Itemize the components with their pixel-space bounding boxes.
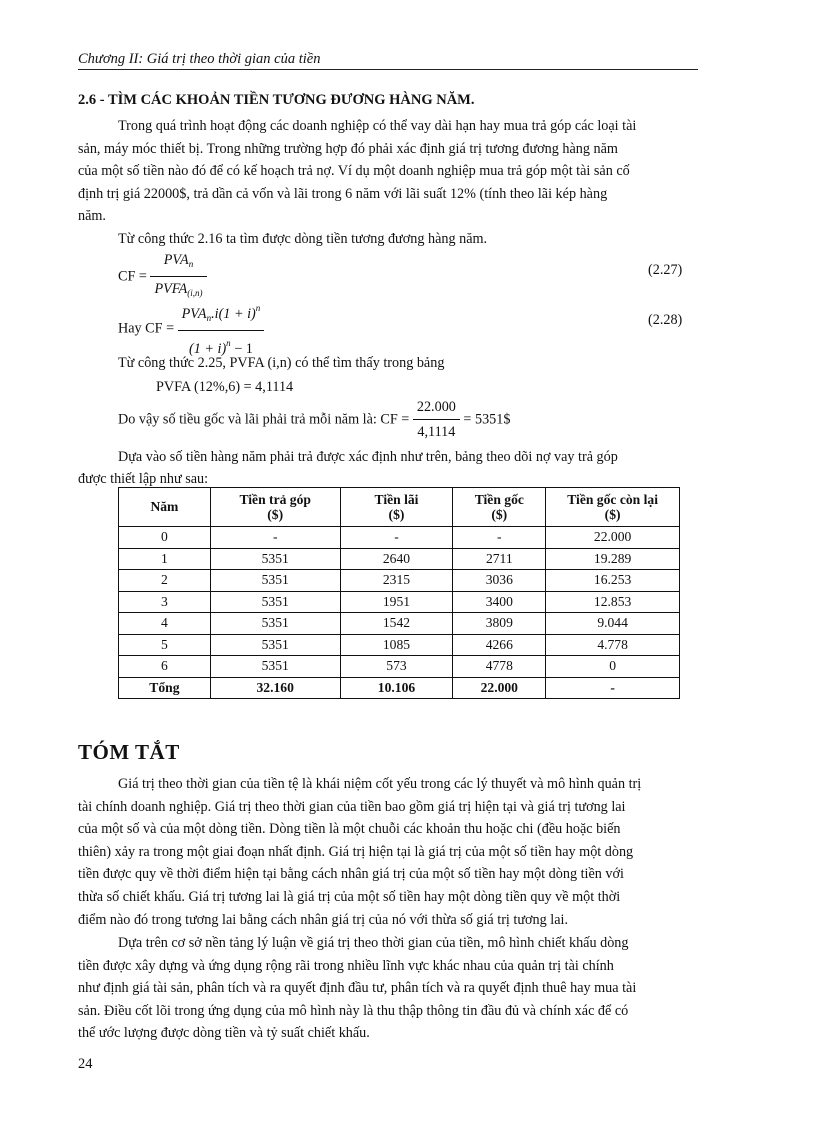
summary-line: tài chính doanh nghiệp. Giá trị theo thời gian của tiền bao gồm giá trị hiện tại và giá trị tương lai [78, 798, 626, 815]
table-cell: 1951 [340, 591, 453, 613]
eq2-num-sub: n [206, 313, 212, 323]
result-suffix: = 5351$ [463, 411, 511, 428]
summary-line: Giá trị theo thời gian của tiền tệ là khái niệm cốt yếu trong các lý thuyết và mô hình quản trị [118, 776, 642, 792]
table-cell: 6 [119, 656, 211, 678]
eq1-num-sub: n [188, 259, 194, 269]
table-cell: 1085 [340, 634, 453, 656]
eq1-numerator: PVA [163, 252, 189, 268]
table-cell: 22.000 [546, 527, 680, 549]
table-cell: 5351 [210, 570, 340, 592]
summary-line: như định giá tài sản, phân tích và ra quyết định đầu tư, phân tích và ra quyết định thuê hay mua tài [78, 980, 637, 997]
intro-paragraph [78, 115, 698, 228]
table-cell: 1 [119, 548, 211, 570]
table-total-row [119, 677, 680, 699]
table-cell: 2711 [453, 548, 546, 570]
table-total-cell: 10.106 [340, 677, 453, 699]
summary-line: sản. Điều cốt lõi trong ứng dụng của mô hình này là thu thập thông tin đầu đủ và chính xác để có [78, 1002, 629, 1019]
from-formula-text: Từ công thức 2.16 ta tìm được dòng tiền tương đương hàng năm. [118, 231, 488, 247]
result-fraction [413, 397, 460, 442]
summary-line: Dựa trên cơ sở nền tảng lý luận về giá trị theo thời gian của tiền, mô hình chiết khấu dòng [118, 935, 629, 951]
loan-schedule-table [118, 487, 680, 699]
table-cell: 3036 [453, 570, 546, 592]
eq2-den-b: − 1 [230, 341, 253, 357]
table-cell: 5351 [210, 634, 340, 656]
table-cell: 4778 [453, 656, 546, 678]
table-cell: 2315 [340, 570, 453, 592]
running-header: Chương II: Giá trị theo thời gian của tiền [78, 50, 698, 70]
eq2-den-sup: n [226, 338, 231, 348]
table-total-cell: 32.160 [210, 677, 340, 699]
summary-line: thiên) xảy ra trong một giai đoạn nhất định. Giá trị hiện tại là giá trị của một số tiền hay một dòng [78, 843, 634, 860]
table-cell: 4.778 [546, 634, 680, 656]
table-total-cell: 22.000 [453, 677, 546, 699]
table-cell: 9.044 [546, 613, 680, 635]
table-cell: 3400 [453, 591, 546, 613]
summary-paragraph-2 [78, 932, 698, 1045]
table-cell: 2 [119, 570, 211, 592]
eq1-den-sub: (i,n) [187, 288, 203, 298]
col-header-remaining: Tiền gốc còn lại ($) [546, 488, 680, 527]
table-cell: 5351 [210, 656, 340, 678]
table-cell: 5351 [210, 591, 340, 613]
eq2-num-b: .i(1 + i) [211, 306, 256, 322]
eq1-lhs: CF = [118, 268, 147, 285]
table-cell: - [453, 527, 546, 549]
table-cell: - [340, 527, 453, 549]
table-row [119, 656, 680, 678]
result-prefix: Do vậy số tiều gốc và lãi phải trả mỗi năm là: CF = [118, 411, 410, 428]
eq2-num-sup: n [255, 303, 261, 313]
table-cell: 573 [340, 656, 453, 678]
page-number: 24 [78, 1056, 93, 1072]
table-total-cell: Tổng [119, 677, 211, 699]
equation-227 [118, 250, 207, 303]
section-heading: 2.6 - TÌM CÁC KHOẢN TIỀN TƯƠNG ĐƯƠNG HÀNG NĂM. [78, 92, 475, 108]
summary-line: thể ước lượng được dòng tiền và tỷ suất chiết khấu. [78, 1025, 370, 1042]
table-intro-line: Dựa vào số tiền hàng năm phải trả được xác định như trên, bảng theo dõi nợ vay trả góp [118, 449, 618, 465]
intro-line: năm. [78, 208, 106, 225]
table-cell: 5351 [210, 548, 340, 570]
summary-title: TÓM TẮT [78, 740, 180, 764]
summary-line: điểm nào đó trong tương lai bằng cách nhân giá trị của nó với thừa số giá trị tương lai. [78, 911, 569, 928]
table-cell: 19.289 [546, 548, 680, 570]
table-intro-paragraph [78, 446, 698, 490]
table-header-row [119, 488, 680, 527]
table-row [119, 527, 680, 549]
intro-line: định trị giá 22000$, trả dần cả vốn và lãi trong 6 năm với lãi suất 12% (tính theo lãi kép hàng [78, 185, 608, 202]
table-intro-line: được thiết lập như sau: [78, 471, 209, 487]
result-numerator: 22.000 [413, 397, 460, 420]
summary-paragraph-1 [78, 773, 698, 931]
eq2-num-a: PVA [181, 306, 207, 322]
table-cell: 16.253 [546, 570, 680, 592]
equation-228 [118, 298, 264, 359]
table-cell: 4266 [453, 634, 546, 656]
from-formula-225-text: Từ công thức 2.25, PVFA (i,n) có thể tìm thấy trong bảng [118, 355, 445, 371]
eq2-den-a: (1 + i) [189, 341, 227, 357]
col-header-principal: Tiền gốc ($) [453, 488, 546, 527]
table-row [119, 548, 680, 570]
equation-number-228: (2.28) [648, 312, 683, 328]
table-cell: 5 [119, 634, 211, 656]
equation-number-227: (2.27) [648, 262, 683, 278]
table-cell: 0 [119, 527, 211, 549]
table-cell: 12.853 [546, 591, 680, 613]
table-row [119, 613, 680, 635]
intro-line: Trong quá trình hoạt động các doanh nghiệp có thể vay dài hạn hay mua trả góp các loại tài [118, 118, 637, 134]
summary-line: thừa số chiết khấu. Giá trị tương lai là giá trị của một số tiền hay một dòng tiền quy về một thời [78, 888, 621, 905]
col-header-interest: Tiền lãi ($) [340, 488, 453, 527]
summary-line: tiền được quy về thời điểm hiện tại bằng cách nhân giá trị của một số tiền hay một dòng tiền với [78, 866, 624, 883]
eq1-denominator: PVFA [154, 281, 188, 297]
table-total-cell: - [546, 677, 680, 699]
table-cell: 2640 [340, 548, 453, 570]
intro-line: sản, máy móc thiết bị. Trong những trường hợp đó phải xác định giá trị tương đương hàng năm [78, 140, 618, 157]
col-header-year: Năm [119, 488, 211, 527]
table-cell: 3809 [453, 613, 546, 635]
col-header-payment: Tiền trả góp ($) [210, 488, 340, 527]
table-cell: - [210, 527, 340, 549]
result-denominator: 4,1114 [417, 424, 456, 440]
table-cell: 1542 [340, 613, 453, 635]
table-cell: 4 [119, 613, 211, 635]
summary-line: tiền được xây dựng và ứng dụng rộng rãi trong nhiều lĩnh vực khác nhau của quản trị tài chính [78, 957, 614, 974]
table-row [119, 591, 680, 613]
table-cell: 3 [119, 591, 211, 613]
table-cell: 5351 [210, 613, 340, 635]
table-row [119, 570, 680, 592]
summary-line: của một số và của một dòng tiền. Dòng tiền là một chuỗi các khoản thu hoặc chi (đều hoặc biến [78, 821, 621, 838]
intro-line: của một số tiền nào đó để có kế hoạch trả nợ. Ví dụ một doanh nghiệp mua trả góp một tài sản cố [78, 163, 630, 180]
eq2-lhs: Hay CF = [118, 320, 175, 337]
eq2-fraction [178, 298, 265, 359]
result-line [118, 397, 510, 442]
table-cell: 0 [546, 656, 680, 678]
table-row [119, 634, 680, 656]
pvfa-value: PVFA (12%,6) = 4,1114 [156, 379, 294, 395]
eq1-fraction [150, 250, 206, 303]
